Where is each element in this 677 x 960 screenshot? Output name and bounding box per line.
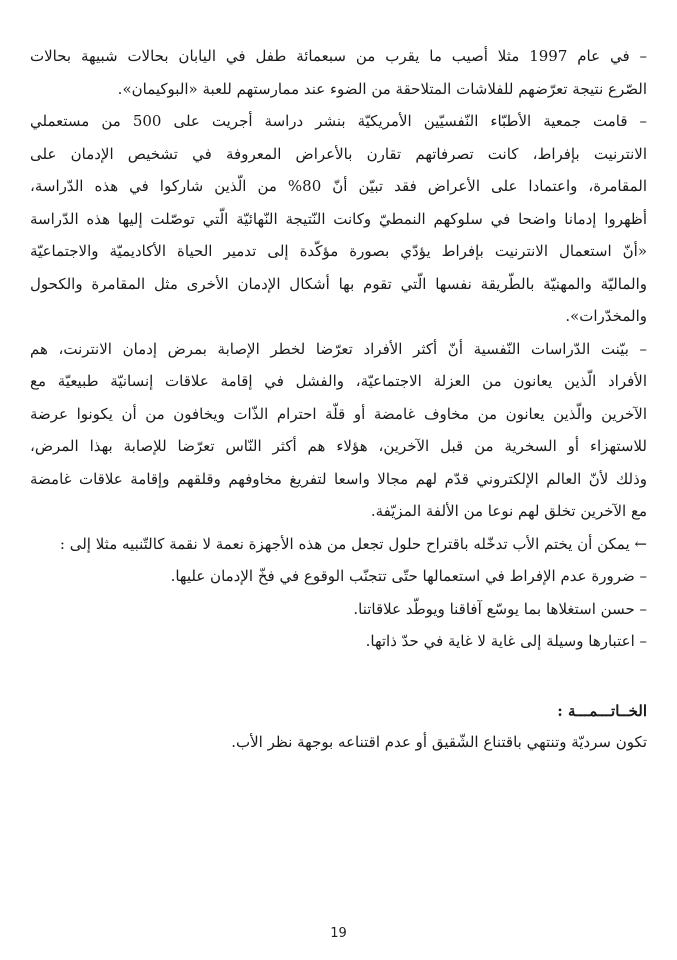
document-page: [30, 40, 647, 758]
list-item: – حسن استغلاها بما يوسّع آفاقنا ويوطّد علاقاتنا.: [353, 599, 647, 618]
text-line: – قامت جمعية الأطبّاء النّفسيّين الأمريكيّة بنشر دراسة أجريت على 500 من مستعملي: [30, 112, 647, 130]
list-item: – ضرورة عدم الإفراط في استعمالها حتّى تتجنّب الوقوع في فخّ الإدمان عليها.: [170, 567, 647, 585]
paragraph-2: [30, 105, 647, 333]
list-item: – اعتبارها وسيلة إلى غاية لا غاية في حدّ ذاتها.: [365, 632, 647, 650]
list-intro: ← يمكن أن يختم الأب تدخّله باقتراح حلول تجعل من هذه الأجهزة نعمة لا نقمة كالتّنبيه مثلا إلى :: [59, 534, 647, 553]
text-line: – في عام 1997 مثلا أصيب ما يقرب من سبعمائة طفل في اليابان بحالات شبيهة بحالات: [30, 47, 647, 65]
text-line: الصّرع نتيجة تعرّضهم للفلاشات المتلاحقة من الضوء عند ممارستهم للعبة «البوكيمان».: [117, 79, 647, 98]
page-number: 19: [330, 926, 347, 941]
text-line: وذلك لأنّ العالم الإلكتروني قدّم لهم مجالا واسعا لتفريغ مخاوفهم وقلقهم وإقامة علاقات غامضة: [30, 469, 647, 488]
text-line: الأفراد الّذين يعانون من العزلة الاجتماعيّة، والفشل في إقامة علاقات إنسانيّة طبيعيّة مع: [30, 372, 647, 390]
text-line: «أنّ استعمال الانترنيت بإفراط يؤدّي بصورة مؤكّدة إلى تدمير الحياة الأكاديميّة والاجتماعيّة: [30, 242, 647, 260]
conclusion-title: الخــاتـــمـــة :: [557, 701, 647, 720]
conclusion-section: [30, 696, 647, 759]
text-line: – بيّنت الدّراسات النّفسية أنّ أكثر الأفراد تعرّضا لخطر الإصابة بمرض إدمان الانترنت، هم: [30, 339, 647, 358]
text-line: والماليّة والمهنيّة بالطّريقة نفسها الّتي تقوم بها أشكال الإدمان الأخرى مثل المقامرة والكحول: [30, 274, 647, 293]
spacer: [30, 658, 647, 696]
text-line: للاستهزاء أو السخرية من قبل الآخرين، هؤلاء هم أكثر النّاس تعرّضا للإصابة بهذا المرض،: [30, 437, 647, 455]
text-line: الآخرين والّذين يعانون من مخاوف غامضة أو قلّة احترام الذّات ويخافون من أن يكونوا عرضة: [30, 404, 647, 423]
paragraph-3: [30, 333, 647, 528]
suggestions-list: [30, 528, 647, 658]
text-line: والمخدّرات».: [565, 307, 647, 325]
text-line: الانترنيت بإفراط، كانت تصرفاتهم تقارن بالأعراض المعروفة في تشخيص الإدمان على: [30, 144, 647, 163]
text-line: مع الآخرين تخلق لهم نوعا من الألفة المزيّفة.: [370, 502, 647, 520]
text-line: المقامرة، واعتمادا على الأعراض فقد تبيّن أنّ 80% من الّذين شاركوا في هذه الدّراسة،: [30, 177, 647, 195]
conclusion-text: تكون سرديّة وتنتهي باقتناع الشّقيق أو عدم اقتناعه بوجهة نظر الأب.: [231, 732, 647, 751]
paragraph-1: [30, 40, 647, 105]
text-line: أظهروا إدمانا واضحا في سلوكهم النمطيّ وكانت النّتيجة النّهائيّة الّتي توصّلت إليها هذه الدّراسة: [30, 209, 647, 228]
